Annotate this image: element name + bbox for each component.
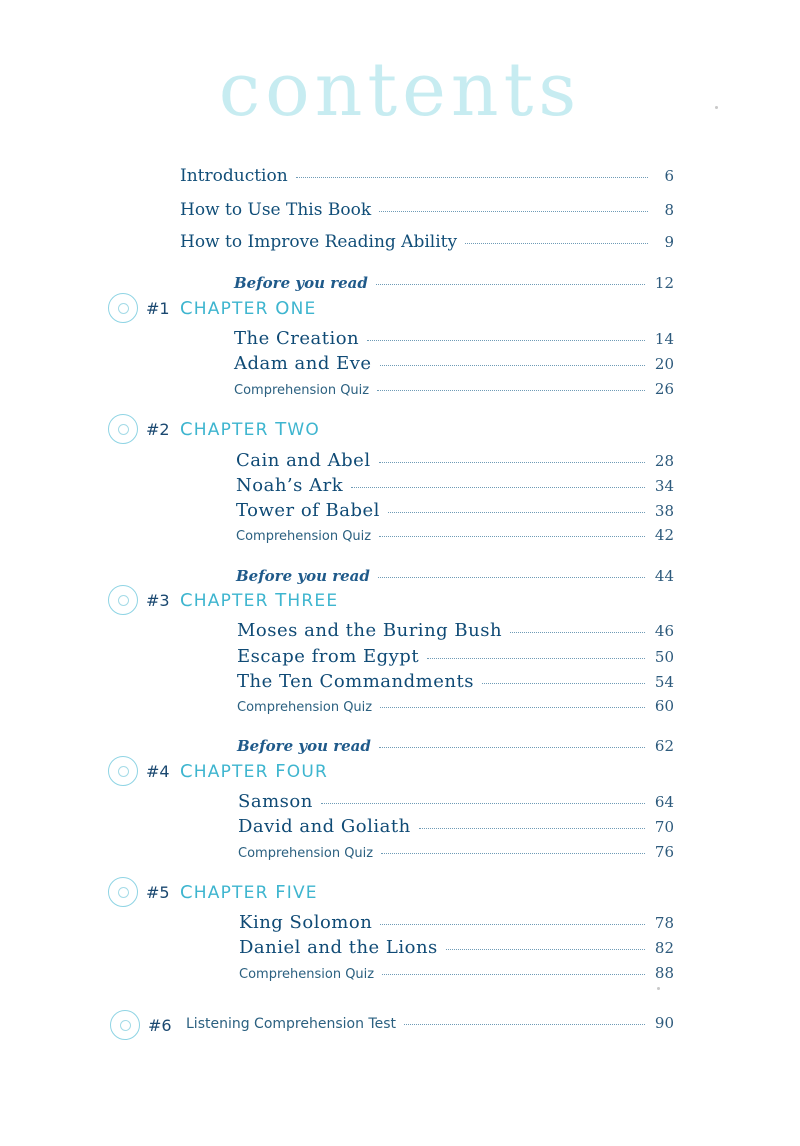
dot-leader	[427, 658, 645, 659]
chapter-number: #5	[146, 882, 170, 902]
chapter-number: #2	[146, 419, 170, 439]
toc-entry-before-you-read-3[interactable]	[237, 737, 674, 755]
dot-leader	[510, 632, 645, 633]
page-number: 8	[664, 201, 674, 219]
toc-entry-david-and-goliath[interactable]	[238, 816, 674, 837]
page-number: 46	[654, 622, 674, 640]
dot-leader	[367, 340, 645, 341]
page-number: 14	[654, 330, 674, 348]
chapter-title: CHAPTER THREE	[180, 589, 339, 611]
toc-entry-quiz-2[interactable]	[236, 526, 674, 544]
page-number: 54	[654, 673, 674, 691]
chapter-title: CHAPTER FOUR	[180, 760, 328, 782]
toc-entry-escape-from-egypt[interactable]	[237, 646, 674, 667]
chapter-number: #3	[146, 590, 170, 610]
entry-label: Introduction	[180, 166, 288, 186]
cd-icon	[108, 877, 138, 907]
page-number: 6	[664, 167, 674, 185]
entry-label: Comprehension Quiz	[237, 700, 373, 715]
listening-test-marker[interactable]	[110, 1010, 182, 1040]
entry-label: Comprehension Quiz	[238, 846, 374, 861]
dot-leader	[379, 211, 648, 212]
print-speck	[657, 987, 660, 990]
entry-label: Listening Comprehension Test	[186, 1016, 396, 1032]
entry-label: King Solomon	[239, 912, 373, 933]
entry-label: The Ten Commandments	[237, 671, 474, 692]
page-number: 70	[654, 818, 674, 836]
chapter-number: #6	[148, 1015, 172, 1035]
toc-entry-noahs-ark[interactable]	[236, 475, 674, 496]
toc-entry-quiz-5[interactable]	[239, 964, 674, 982]
toc-entry-samson[interactable]	[238, 791, 674, 812]
entry-label: Before you read	[236, 567, 370, 585]
entry-label: Comprehension Quiz	[236, 529, 372, 544]
entry-label: How to Use This Book	[180, 200, 372, 220]
dot-leader	[321, 803, 645, 804]
entry-label: David and Goliath	[238, 816, 411, 837]
chapter-number: #4	[146, 761, 170, 781]
page-number: 26	[654, 380, 674, 398]
entry-label: Comprehension Quiz	[234, 383, 370, 398]
toc-entry-adam-and-eve[interactable]	[234, 353, 674, 374]
chapter-header-1[interactable]	[108, 293, 316, 323]
toc-entry-king-solomon[interactable]	[239, 912, 674, 933]
toc-entry-quiz-4[interactable]	[238, 843, 674, 861]
toc-entry-tower-of-babel[interactable]	[236, 500, 674, 521]
chapter-header-3[interactable]	[108, 585, 338, 615]
toc-entry-before-you-read-1[interactable]	[234, 274, 674, 292]
page-number: 90	[654, 1014, 674, 1032]
chapter-number: #1	[146, 298, 170, 318]
page-number: 88	[654, 964, 674, 982]
cd-icon	[108, 414, 138, 444]
cd-icon	[108, 756, 138, 786]
dot-leader	[404, 1024, 645, 1025]
dot-leader	[351, 487, 645, 488]
page-number: 9	[664, 233, 674, 251]
entry-label: How to Improve Reading Ability	[180, 232, 458, 252]
page-number: 20	[654, 355, 674, 373]
print-speck	[715, 106, 718, 109]
dot-leader	[388, 512, 645, 513]
dot-leader	[382, 974, 645, 975]
dot-leader	[446, 949, 645, 950]
page-number: 64	[654, 793, 674, 811]
dot-leader	[379, 747, 645, 748]
toc-entry-listening-test[interactable]	[186, 1014, 674, 1032]
dot-leader	[465, 243, 648, 244]
chapter-title: CHAPTER FIVE	[180, 881, 318, 903]
toc-entry-quiz-3[interactable]	[237, 697, 674, 715]
chapter-title: CHAPTER ONE	[180, 297, 317, 319]
page-number: 34	[654, 477, 674, 495]
toc-entry-daniel-and-the-lions[interactable]	[239, 937, 674, 958]
chapter-header-4[interactable]	[108, 756, 328, 786]
dot-leader	[379, 462, 645, 463]
entry-label: Samson	[238, 791, 313, 812]
dot-leader	[377, 390, 645, 391]
entry-label: Noah’s Ark	[236, 475, 344, 496]
page-number: 28	[654, 452, 674, 470]
cd-icon	[108, 293, 138, 323]
toc-entry-introduction[interactable]	[180, 166, 674, 186]
chapter-header-2[interactable]	[108, 414, 320, 444]
toc-entry-quiz-1[interactable]	[234, 380, 674, 398]
dot-leader	[380, 707, 645, 708]
toc-entry-how-to-improve[interactable]	[180, 232, 674, 252]
page-number: 62	[654, 737, 674, 755]
page-title: contents	[218, 47, 582, 133]
toc-entry-the-creation[interactable]	[234, 328, 674, 349]
dot-leader	[296, 177, 648, 178]
cd-icon	[110, 1010, 140, 1040]
page-number: 78	[654, 914, 674, 932]
dot-leader	[482, 683, 645, 684]
page-number: 76	[654, 843, 674, 861]
entry-label: Cain and Abel	[236, 450, 371, 471]
page-number: 38	[654, 502, 674, 520]
page-number: 42	[654, 526, 674, 544]
entry-label: Adam and Eve	[234, 353, 372, 374]
dot-leader	[380, 365, 645, 366]
entry-label: Moses and the Buring Bush	[237, 620, 503, 641]
entry-label: Before you read	[234, 274, 368, 292]
dot-leader	[379, 536, 645, 537]
cd-icon	[108, 585, 138, 615]
entry-label: Comprehension Quiz	[239, 967, 375, 982]
entry-label: Daniel and the Lions	[239, 937, 438, 958]
entry-label: Tower of Babel	[236, 500, 380, 521]
entry-label: The Creation	[234, 328, 360, 349]
dot-leader	[376, 284, 645, 285]
page-number: 82	[654, 939, 674, 957]
chapter-header-5[interactable]	[108, 877, 318, 907]
page-number: 60	[654, 697, 674, 715]
toc-entry-before-you-read-2[interactable]	[236, 567, 674, 585]
toc-entry-ten-commandments[interactable]	[237, 671, 674, 692]
page-number: 12	[654, 274, 674, 292]
page-number: 44	[654, 567, 674, 585]
chapter-title: CHAPTER TWO	[180, 418, 320, 440]
dot-leader	[378, 577, 645, 578]
toc-entry-moses[interactable]	[237, 620, 674, 641]
toc-entry-how-to-use[interactable]	[180, 200, 674, 220]
page-number: 50	[654, 648, 674, 666]
entry-label: Escape from Egypt	[237, 646, 420, 667]
dot-leader	[380, 924, 645, 925]
dot-leader	[381, 853, 645, 854]
entry-label: Before you read	[237, 737, 371, 755]
dot-leader	[419, 828, 645, 829]
toc-entry-cain-and-abel[interactable]	[236, 450, 674, 471]
